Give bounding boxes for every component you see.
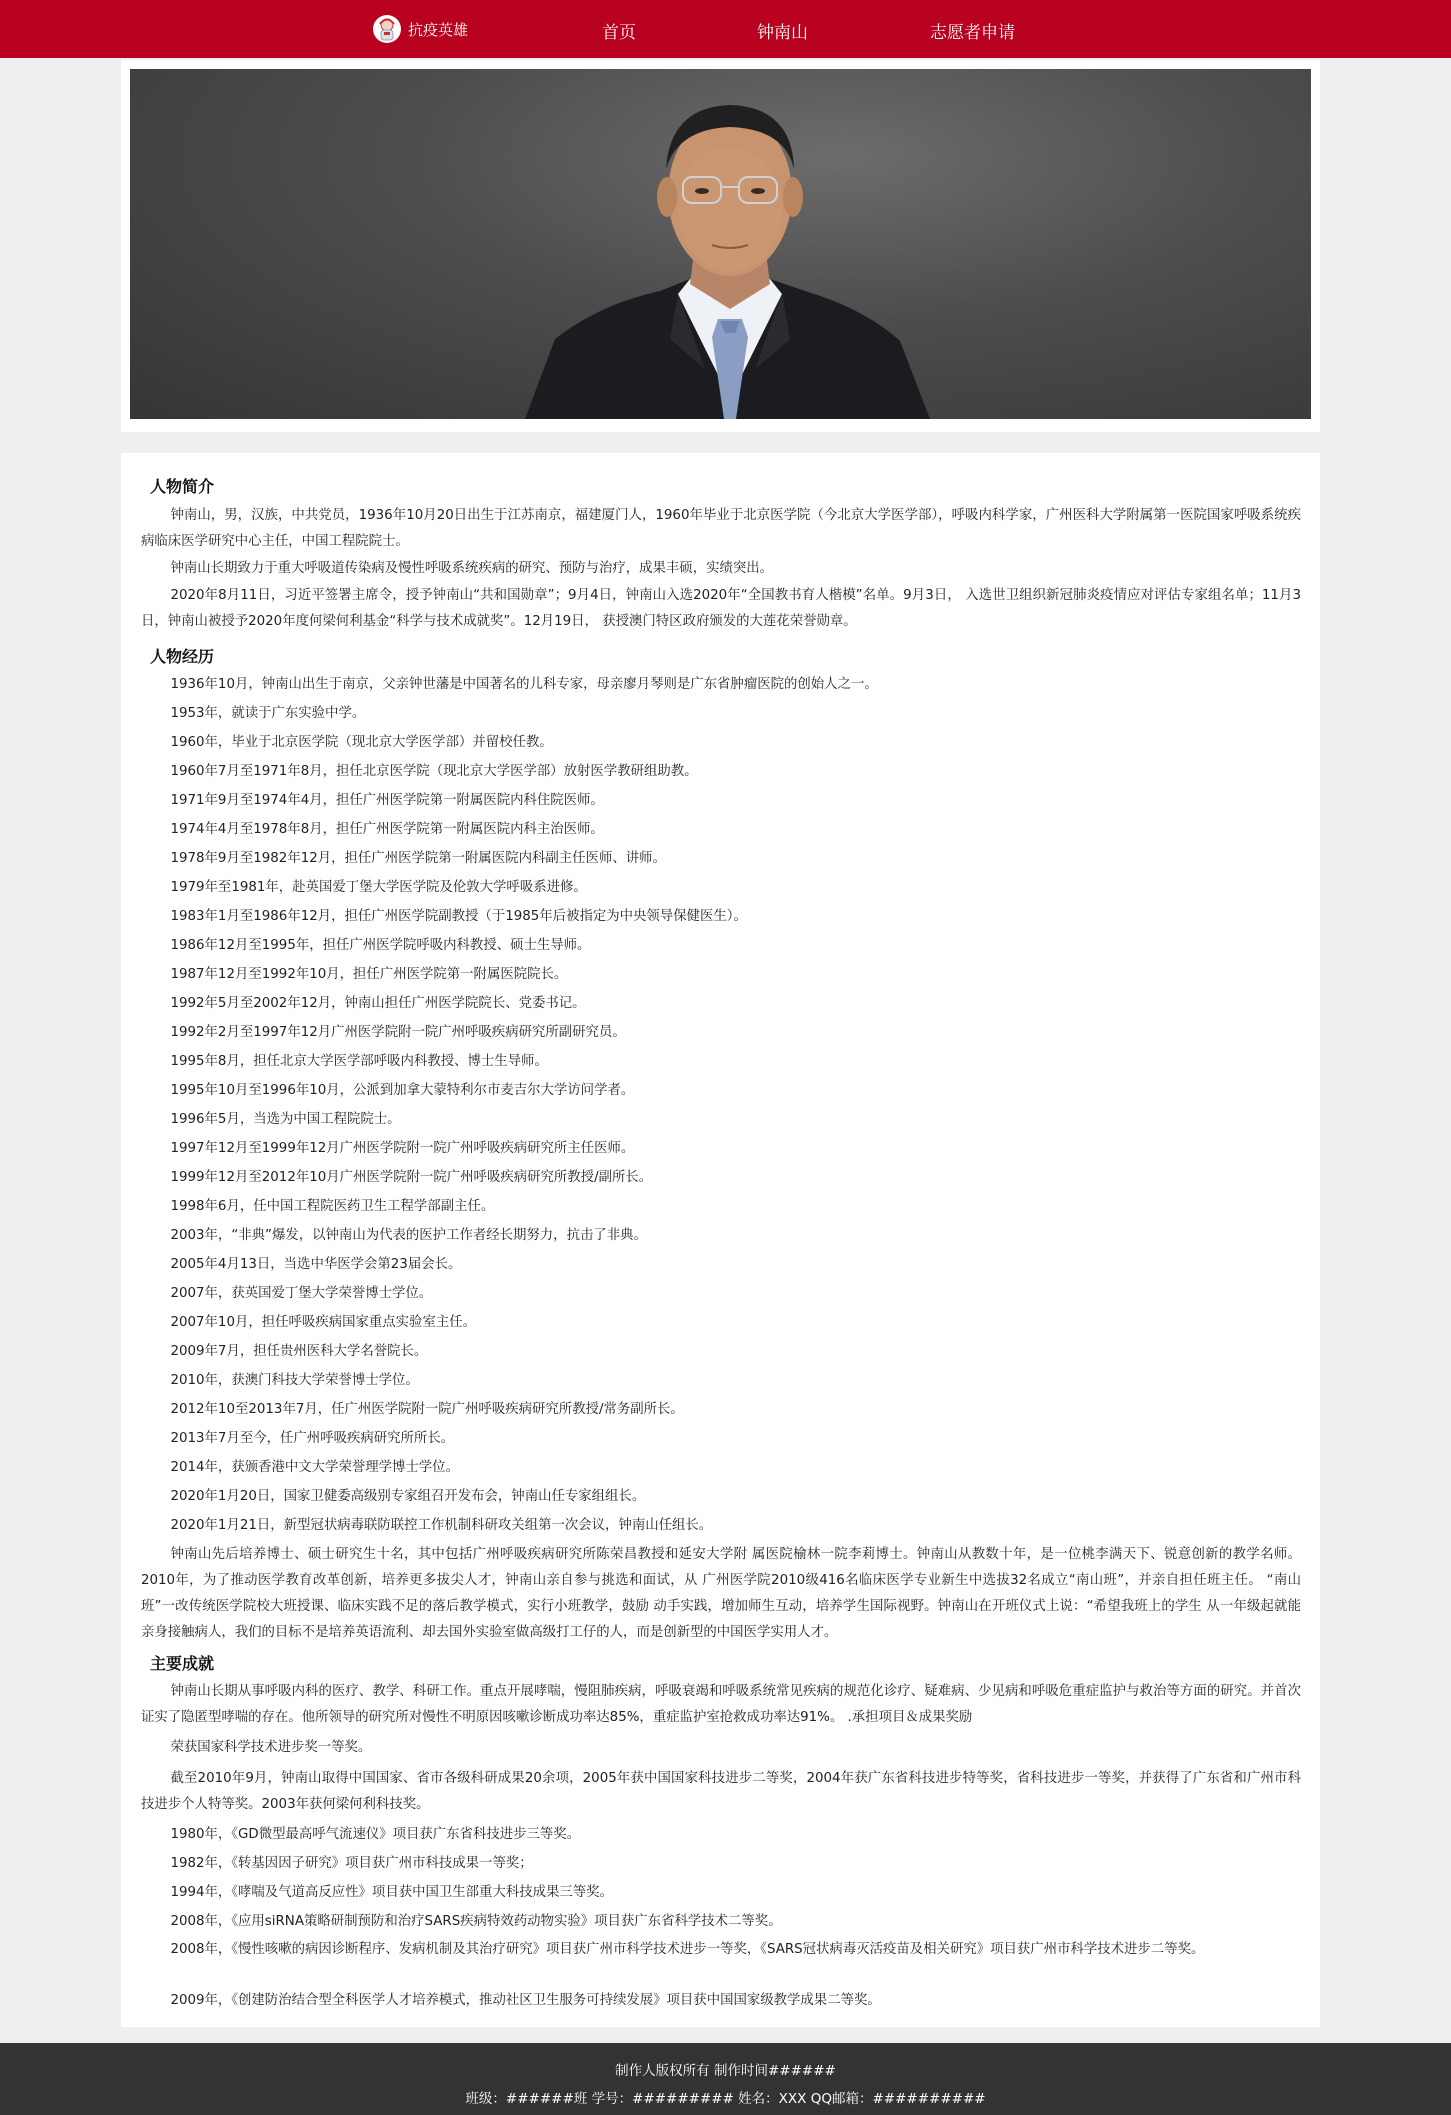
section-title-career: 人物经历 bbox=[150, 647, 215, 666]
footer-author-info: 班级：######班 学号：######### 姓名：XXX QQ邮箱：########## bbox=[465, 2091, 986, 2107]
logo[interactable] bbox=[372, 14, 468, 44]
hero-mascot-icon bbox=[372, 14, 402, 44]
career-entry: 1960年，毕业于北京医学院（现北京大学医学部）并留校任教。 bbox=[170, 735, 553, 750]
main-content bbox=[121, 453, 1320, 2027]
career-entry: 1997年12月至1999年12月广州医学院附一院广州呼吸疾病研究所主任医师。 bbox=[170, 1141, 635, 1156]
achievement-paragraph: 荣获国家科学技术进步奖一等奖。 bbox=[170, 1740, 372, 1755]
career-entry: 1986年12月至1995年，担任广州医学院呼吸内科教授、硕士生导师。 bbox=[170, 938, 591, 953]
nav-link-home[interactable]: 首页 bbox=[602, 23, 636, 43]
career-entry: 1992年5月至2002年12月，钟南山担任广州医学院院长、党委书记。 bbox=[170, 996, 586, 1011]
career-entry: 2020年1月20日，国家卫健委高级别专家组召开发布会，钟南山任专家组组长。 bbox=[170, 1489, 646, 1504]
career-entry: 2007年10月，担任呼吸疾病国家重点实验室主任。 bbox=[170, 1315, 477, 1330]
career-entry: 1995年8月，担任北京大学医学部呼吸内科教授、博士生导师。 bbox=[170, 1054, 548, 1069]
achievement-entry: 2008年，《慢性咳嗽的病因诊断程序、发病机制及其治疗研究》项目获广州市科学技术进步一等奖，《SARS冠状病毒灭活疫苗及相关研究》项目获广州市科学技术进步二等奖。 bbox=[170, 1942, 1205, 1957]
career-entry: 2009年7月，担任贵州医科大学名誉院长。 bbox=[170, 1344, 428, 1359]
career-entry: 1998年6月，任中国工程院医药卫生工程学部副主任。 bbox=[170, 1199, 495, 1214]
career-entry: 1974年4月至1978年8月，担任广州医学院第一附属医院内科主治医师。 bbox=[170, 822, 604, 837]
career-entry: 2014年，获颁香港中文大学荣誉理学博士学位。 bbox=[170, 1460, 459, 1475]
career-entry: 1979年至1981年，赴英国爱丁堡大学医学院及伦敦大学呼吸系进修。 bbox=[170, 880, 587, 895]
career-entry: 1978年9月至1982年12月，担任广州医学院第一附属医院内科副主任医师、讲师。 bbox=[170, 851, 666, 866]
achievement-entry: 2008年，《应用siRNA策略研制预防和治疗SARS疾病特效药动物实验》项目获广东省科学技术二等奖。 bbox=[170, 1914, 782, 1929]
career-entry: 2020年1月21日，新型冠状病毒联防联控工作机制科研攻关组第一次会议，钟南山任组长。 bbox=[170, 1518, 713, 1533]
career-entry: 2005年4月13日，当选中华医学会第23届会长。 bbox=[170, 1257, 462, 1272]
nav-link-zhong-nanshan[interactable]: 钟南山 bbox=[757, 23, 808, 43]
portrait-photo bbox=[130, 69, 1311, 419]
career-entry: 1960年7月至1971年8月，担任北京医学院（现北京大学医学部）放射医学教研组助教。 bbox=[170, 764, 698, 779]
footer-copyright: 制作人版权所有 制作时间###### bbox=[615, 2063, 836, 2079]
achievement-entry: 1994年，《哮喘及气道高反应性》项目获中国卫生部重大科技成果三等奖。 bbox=[170, 1885, 613, 1900]
logo-text: 抗疫英雄 bbox=[408, 20, 469, 39]
career-entry: 2013年7月至今，任广州呼吸疾病研究所所长。 bbox=[170, 1431, 455, 1446]
intro-paragraph: 2020年8月11日，习近平签署主席令，授予钟南山“共和国勋章”；9月4日，钟南山入选2020年“全国教书育人楷模”名单。9月3日， 入选世卫组织新冠肺炎疫情应对评估专家组名单；11月3日，钟南山被授予2020年度何梁何利基金“科学与技术成就奖”。12月19日， 获授澳门特区政府颁发的大莲花荣誉勋章。 bbox=[141, 588, 1301, 629]
career-summary-paragraph: 钟南山先后培养博士、硕士研究生十名，其中包括广州呼吸疾病研究所陈荣昌教授和延安大学附 属医院榆林一院李莉博士。钟南山从教数十年，是一位桃李满天下、锐意创新的教学名师。 2010年，为了推动医学教育改革创新，培养更多拔尖人才，钟南山亲自参与挑选和面试，从 广州医学院2010级416名临床医学专业新生中选拔32名成立“南山班”，并亲自担任班主任。 “南山班”一改传统医学院校大班授课、临床实践不足的落后教学模式，实行小班教学，鼓励 动手实践，增加师生互动，培养学生国际视野。钟南山在开班仪式上说：“希望我班上的学生 从一年级起就能亲身接触病人，我们的目标不是培养英语流利、却去国外实验室做高级打工仔的人，而是创新型的中国医学实用人才。 bbox=[141, 1547, 1301, 1640]
hero-card bbox=[121, 60, 1320, 432]
career-entry: 1953年，就读于广东实验中学。 bbox=[170, 706, 366, 721]
section-title-achievements: 主要成就 bbox=[150, 1654, 215, 1673]
career-entry: 2012年10至2013年7月，任广州医学院附一院广州呼吸疾病研究所教授/常务副所长。 bbox=[170, 1402, 684, 1417]
career-entry: 1987年12月至1992年10月，担任广州医学院第一附属医院院长。 bbox=[170, 967, 568, 982]
career-entry: 1999年12月至2012年10月广州医学院附一院广州呼吸疾病研究所教授/副所长。 bbox=[170, 1170, 653, 1185]
career-entry: 2010年，获澳门科技大学荣誉博士学位。 bbox=[170, 1373, 419, 1388]
top-nav bbox=[0, 0, 1451, 58]
career-entry: 2003年，“非典”爆发，以钟南山为代表的医护工作者经长期努力，抗击了非典。 bbox=[170, 1228, 647, 1243]
intro-paragraph: 钟南山，男，汉族，中共党员，1936年10月20日出生于江苏南京，福建厦门人，1960年毕业于北京医学院（今北京大学医学部），呼吸内科学家，广州医科大学附属第一医院国家呼吸系统疾病临床医学研究中心主任，中国工程院院士。 bbox=[141, 508, 1301, 549]
nav-link-volunteer-apply[interactable]: 志愿者申请 bbox=[930, 23, 1015, 43]
career-entry: 1983年1月至1986年12月，担任广州医学院副教授（于1985年后被指定为中央领导保健医生）。 bbox=[170, 909, 747, 924]
career-entry: 1992年2月至1997年12月广州医学院附一院广州呼吸疾病研究所副研究员。 bbox=[170, 1025, 626, 1040]
section-title-intro: 人物简介 bbox=[150, 477, 215, 496]
achievement-entry: 1980年，《GD微型最高呼气流速仪》项目获广东省科技进步三等奖。 bbox=[170, 1827, 581, 1842]
career-entry: 1936年10月，钟南山出生于南京，父亲钟世藩是中国著名的儿科专家，母亲廖月琴则是广东省肿瘤医院的创始人之一。 bbox=[170, 677, 878, 692]
achievement-entry: 2009年，《创建防治结合型全科医学人才培养模式，推动社区卫生服务可持续发展》项目获中国国家级教学成果二等奖。 bbox=[170, 1993, 881, 2008]
achievement-paragraph: 钟南山长期从事呼吸内科的医疗、教学、科研工作。重点开展哮喘，慢阻肺疾病，呼吸衰竭和呼吸系统常见疾病的规范化诊疗、疑难病、少见病和呼吸危重症监护与救治等方面的研究。并首次证实了隐匿型哮喘的存在。他所领导的研究所对慢性不明原因咳嗽诊断成功率达85%，重症监护室抢救成功率达91%。 .承担项目＆成果奖励 bbox=[141, 1684, 1301, 1725]
career-entry: 1995年10月至1996年10月，公派到加拿大蒙特利尔市麦吉尔大学访问学者。 bbox=[170, 1083, 635, 1098]
intro-paragraph: 钟南山长期致力于重大呼吸道传染病及慢性呼吸系统疾病的研究、预防与治疗，成果丰硕，实绩突出。 bbox=[170, 561, 774, 576]
portrait-illustration bbox=[130, 69, 1311, 419]
achievement-paragraph: 截至2010年9月，钟南山取得中国国家、省市各级科研成果20余项，2005年获中国国家科技进步二等奖，2004年获广东省科技进步特等奖，省科技进步一等奖，并获得了广东省和广州市科技进步个人特等奖。2003年获何梁何利科技奖。 bbox=[141, 1771, 1301, 1812]
career-entry: 1996年5月，当选为中国工程院院士。 bbox=[170, 1112, 401, 1127]
footer bbox=[0, 2043, 1451, 2115]
achievement-entry: 1982年，《转基因因子研究》项目获广州市科技成果一等奖； bbox=[170, 1856, 533, 1871]
career-entry: 1971年9月至1974年4月，担任广州医学院第一附属医院内科住院医师。 bbox=[170, 793, 604, 808]
career-entry: 2007年，获英国爱丁堡大学荣誉博士学位。 bbox=[170, 1286, 433, 1301]
